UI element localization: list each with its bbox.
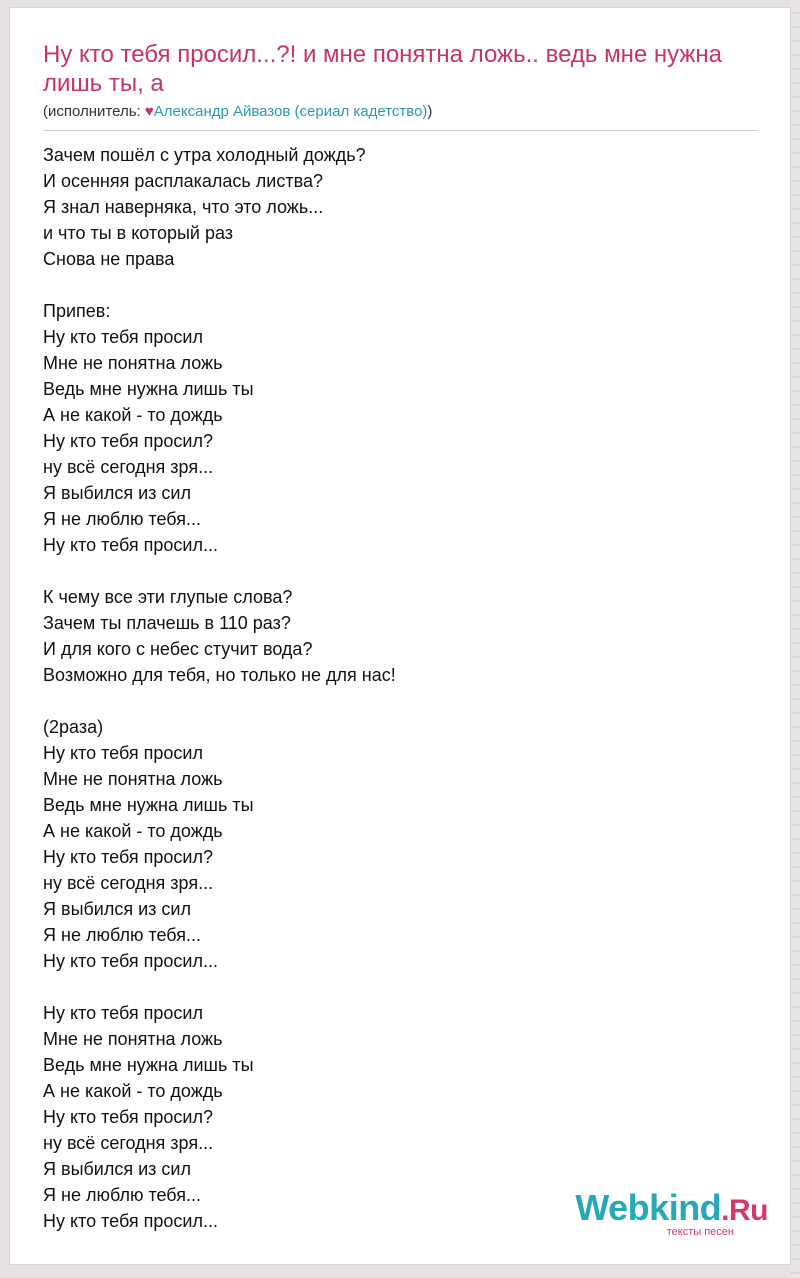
lyric-line: А не какой - то дождь — [43, 405, 223, 425]
lyric-line: Мне не понятна ложь — [43, 1029, 223, 1049]
lyric-line: Ну кто тебя просил... — [43, 1211, 218, 1231]
lyric-line: Я знал наверняка, что это ложь... — [43, 197, 324, 217]
stanza-break — [43, 974, 763, 1000]
lyric-line: (2раза) — [43, 717, 104, 737]
lyric-line: Ну кто тебя просил? — [43, 847, 213, 867]
performer-prefix: (исполнитель: — [43, 103, 145, 120]
stanza-break — [43, 688, 763, 714]
lyric-line: Я выбился из сил — [43, 483, 191, 503]
lyric-line: Ведь мне нужна лишь ты — [43, 379, 254, 399]
lyric-line: И для кого с небес стучит вода? — [43, 639, 313, 659]
lyric-line: И осенняя расплакалась листва? — [43, 171, 323, 191]
lyric-line: Возможно для тебя, но только не для нас! — [43, 665, 396, 685]
lyric-line: Я не люблю тебя... — [43, 1185, 201, 1205]
lyric-line: Ведь мне нужна лишь ты — [43, 795, 254, 815]
lyric-line: Ну кто тебя просил — [43, 1003, 203, 1023]
lyric-line: К чему все эти глупые слова? — [43, 587, 293, 607]
lyric-line: Ну кто тебя просил — [43, 327, 203, 347]
song-title: Ну кто тебя просил...?! и мне понятна ложь.. ведь мне нужна лишь ты, а — [43, 41, 723, 97]
lyric-line: Я не люблю тебя... — [43, 509, 201, 529]
lyric-line: Зачем ты плачешь в 110 раз? — [43, 613, 291, 633]
lyric-line: ну всё сегодня зря... — [43, 1133, 214, 1153]
lyric-line: Ну кто тебя просил? — [43, 1107, 213, 1127]
page-edge-decoration — [790, 0, 800, 1278]
lyric-line: Я не люблю тебя... — [43, 925, 201, 945]
performer-suffix: ) — [427, 103, 433, 120]
title-divider — [43, 130, 758, 131]
lyric-line: Ну кто тебя просил... — [43, 535, 218, 555]
lyric-line: ну всё сегодня зря... — [43, 457, 214, 477]
lyric-line: Ну кто тебя просил... — [43, 951, 218, 971]
lyric-line: А не какой - то дождь — [43, 1081, 223, 1101]
lyric-line: Зачем пошёл с утра холодный дождь? — [43, 145, 366, 165]
lyrics-page — [10, 8, 790, 1264]
lyric-line: Мне не понятна ложь — [43, 769, 223, 789]
lyric-line: и что ты в который раз — [43, 223, 234, 243]
performer-line — [43, 103, 432, 121]
lyric-line: Ведь мне нужна лишь ты — [43, 1055, 254, 1075]
lyric-line: Я выбился из сил — [43, 899, 191, 919]
lyrics-text — [43, 142, 763, 1234]
artist-link[interactable]: Александр Айвазов (сериал кадетство) — [153, 103, 428, 120]
heart-icon: ♥ — [144, 103, 154, 120]
lyric-line: Ну кто тебя просил? — [43, 431, 213, 451]
stanza-break — [43, 272, 763, 298]
site-logo[interactable] — [575, 1187, 768, 1238]
logo-main-text: Webkind — [575, 1187, 722, 1228]
lyric-line: Ну кто тебя просил — [43, 743, 203, 763]
stanza-break — [43, 558, 763, 584]
lyric-line: Припев: — [43, 301, 111, 321]
logo-tld-text: .Ru — [721, 1194, 768, 1227]
lyric-line: ну всё сегодня зря... — [43, 873, 214, 893]
logo-tagline: тексты песен — [666, 1226, 734, 1238]
lyric-line: Мне не понятна ложь — [43, 353, 223, 373]
lyric-line: Я выбился из сил — [43, 1159, 191, 1179]
lyric-line: Снова не права — [43, 249, 175, 269]
lyric-line: А не какой - то дождь — [43, 821, 223, 841]
